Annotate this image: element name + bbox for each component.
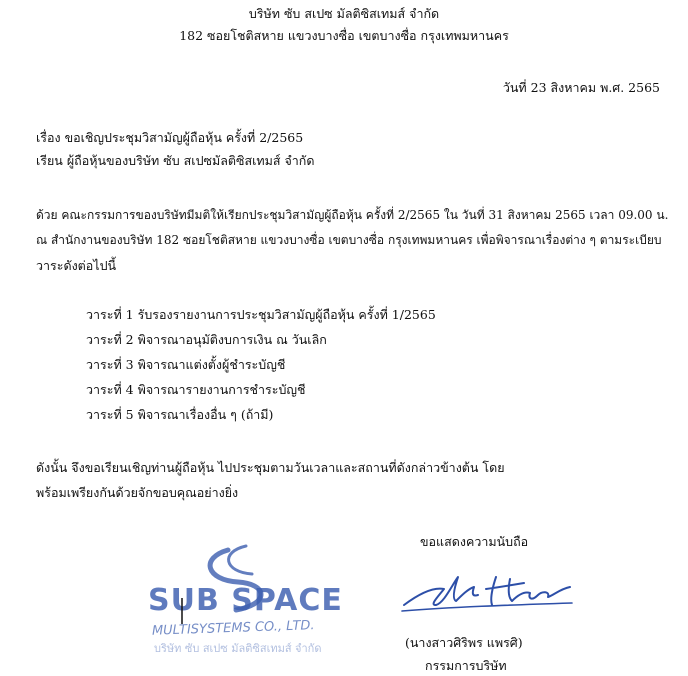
signatory-name: (นางสาวศิริพร แพรศิ) <box>405 635 523 650</box>
agenda-item: วาระที่ 2 พิจารณาอนุมัติงบการเงิน ณ วันเลิก <box>86 332 327 347</box>
agenda-item: วาระที่ 3 พิจารณาแต่งตั้งผู้ชำระบัญชี <box>86 357 286 372</box>
company-name: บริษัท ซับ สเปซ มัลติซิสเทมส์ จำกัด <box>248 6 440 21</box>
stamp-thai-name: บริษัท ซับ สเปซ มัลติซิสเทมส์ จำกัด <box>154 642 322 655</box>
stamp-subtitle: MULTISYSTEMS CO., LTD. <box>151 618 315 639</box>
body-line: วาระดังต่อไปนี้ <box>36 258 117 273</box>
company-address: 182 ซอยโชติสหาย แขวงบางซื่อ เขตบางซื่อ กรุงเทพมหานคร <box>179 28 509 43</box>
stamp-name: SUB SPACE <box>148 583 343 618</box>
closing-regards: ขอแสดงความนับถือ <box>420 534 529 549</box>
closing-line: พร้อมเพรียงกันด้วยจักขอบคุณอย่างยิ่ง <box>36 485 239 500</box>
company-stamp-logo <box>140 538 380 673</box>
agenda-item: วาระที่ 1 รับรองรายงานการประชุมวิสามัญผู้ถือหุ้น ครั้งที่ 1/2565 <box>86 307 436 322</box>
signatory-title: กรรมการบริษัท <box>425 658 507 673</box>
letter-date: วันที่ 23 สิงหาคม พ.ศ. 2565 <box>502 80 660 95</box>
letter-recipient: เรียน ผู้ถือหุ้นของบริษัท ซับ สเปซมัลติซิสเทมส์ จำกัด <box>36 153 315 168</box>
handwritten-signature <box>400 565 580 620</box>
letter-subject: เรื่อง ขอเชิญประชุมวิสามัญผู้ถือหุ้น ครั้งที่ 2/2565 <box>36 130 304 145</box>
agenda-item: วาระที่ 5 พิจารณาเรื่องอื่น ๆ (ถ้ามี) <box>86 407 274 422</box>
body-line: ด้วย คณะกรรมการของบริษัทมีมติให้เรียกประชุมวิสามัญผู้ถือหุ้น ครั้งที่ 2/2565 ใน วันที่ 31 สิงหาคม 2565 เวลา 09.00 น. <box>36 208 669 222</box>
closing-line: ดังนั้น จึงขอเรียนเชิญท่านผู้ถือหุ้น ไปประชุมตามวันเวลาและสถานที่ดังกล่าวข้างต้น โดย <box>36 460 505 475</box>
body-line: ณ สำนักงานของบริษัท 182 ซอยโชติสหาย แขวงบางซื่อ เขตบางซื่อ กรุงเทพมหานคร เพื่อพิจารณาเรื่องต่าง ๆ ตามระเบียบ <box>36 233 662 247</box>
agenda-item: วาระที่ 4 พิจารณารายงานการชำระบัญชี <box>86 382 306 397</box>
